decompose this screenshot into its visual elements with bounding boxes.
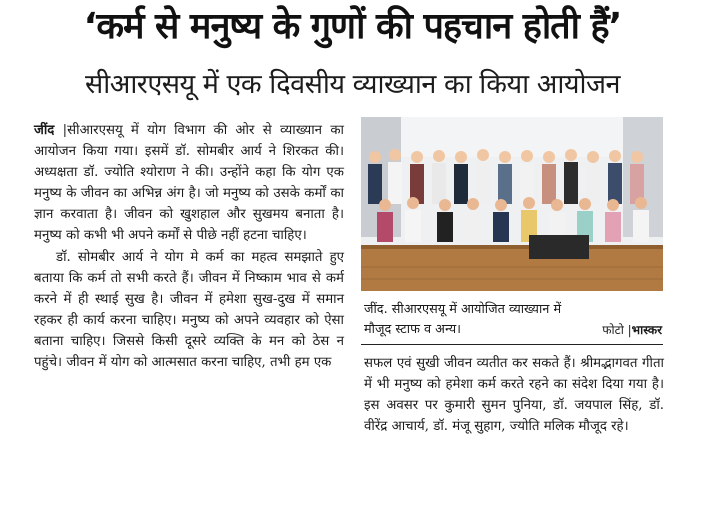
photo-caption bbox=[364, 300, 662, 340]
dateline-separator: | bbox=[54, 123, 68, 138]
headline: ‘कर्म से मनुष्य के गुणों की पहचान होती हैं’ bbox=[83, 6, 622, 47]
article-paragraph-3: सफल एवं सुखी जीवन व्यतीत कर सकते हैं। श्रीमद्भागवत गीता में भी मनुष्य को हमेशा कर्म करते रहने का संदेश दिया गया है। इस अवसर पर कुमारी सुमन पुनिया, डॉ. जयपाल सिंह, डॉ. वीरेंद्र आचार्य, डॉ. मंजू सुहाग, ज्योति मलिक मौजूद रहे। bbox=[364, 356, 664, 435]
article-column-right bbox=[364, 353, 664, 437]
article-paragraph-2: डॉ. सोमबीर आर्य ने योग मे कर्म का महत्व समझाते हुए बताया कि कर्म तो सभी करते हैं। जीवन में निष्काम भाव से कर्म करने में ही स्थाई सुख है। जीवन में हमेशा सुख-दुख में समान रहकर ही कार्य करना चाहिए। मनुष्य को अपने व्यवहार को ऐसा बताना चाहिए। जिससे किसी दूसरे व्यक्ति के मन को ठेस न पहुंचे। जीवन में योग को आत्मसात करना चाहिए, तभी हम एक bbox=[34, 249, 344, 371]
article-column-left bbox=[34, 120, 344, 373]
news-photo bbox=[361, 117, 663, 291]
photo-credit-label: फोटो | bbox=[602, 323, 632, 337]
lead-text: सीआरएसयू में योग विभाग की ओर से व्याख्यान का आयोजन किया गया। इसमें डॉ. सोमबीर आर्य ने शिरकत की। अध्यक्षता डॉ. ज्योति श्योराण ने की। उन्होंने कहा कि योग एक मनुष्य के जीवन का अभिन्न अंग है। जो मनुष्य को उसके कर्मों का ज्ञान करवाता है। जीवन को खुशहाल और सुखमय बनाता है। मनुष्य को कभी भी अपने कर्मों से पीछे नहीं हटना चाहिए। bbox=[34, 123, 344, 244]
article-lead-paragraph bbox=[34, 120, 344, 247]
subheadline: सीआरएसयू में एक दिवसीय व्याख्यान का किया आयोजन bbox=[84, 69, 621, 100]
caption-divider bbox=[361, 344, 663, 345]
caption-line-2: मौजूद स्टाफ व अन्य। bbox=[364, 322, 462, 337]
caption-line-1: जींद. सीआरएसयू में आयोजित व्याख्यान में bbox=[364, 302, 562, 317]
photo-credit bbox=[602, 320, 662, 340]
dateline: जींद bbox=[34, 123, 55, 138]
group-photo-illustration bbox=[361, 117, 663, 291]
photo-credit-source: भास्कर bbox=[631, 323, 662, 337]
